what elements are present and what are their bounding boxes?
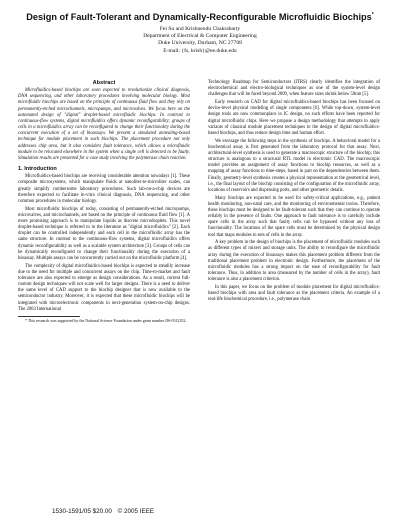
affiliation: Department of Electrical & Computer Engineering	[143, 33, 257, 40]
issn-price: 1530-1591/05 $20.00	[52, 508, 112, 515]
page-footer	[18, 508, 382, 515]
body-paragraph: In this paper, we focus on the problem of module placement for digital microfluidics-based biochips with area and fault tolerance as the placement criteria. An example of a real-life biochemical procedure, i.e., polymerase chain	[208, 284, 380, 303]
location: Duke University, Durham, NC 27708	[158, 40, 242, 47]
paper-title	[18, 10, 382, 23]
body-paragraph: Many biochips are expected to be used for safety-critical applications, e.g., patient health monitoring, non-natal care, and the monitoring of environmental toxins. Therefore, these biochips must be designed to be fault-tolerant such that they can continue to operate reliably in the presence of faults. One approach to fault tolerance is to carefully include spare cells in the array such that faulty cells can be bypassed without any loss of functionality. The locations of the spare cells must be determined by the physical design tool that maps modules to sets of cells in the array.	[208, 195, 380, 238]
abstract-heading: Abstract	[92, 80, 116, 86]
intro-paragraph: Most microfluidic biochips of today, consisting of permanently-etched micropumps, microvalves, and microchannels, are based on the principle of continuous fluid flow [1]. A more promising approach is to manipulate liquids as discrete microdroplets. This novel droplet-based technique is referred to in the literature as "digital microfluidics" [2]. Each droplet can be controlled independently and each cell in the microfluidic array has the same structure. In contrast to the continuous-flow systems, digital microfluidics offers dynamic reconfigurability as well as a scalable system architecture [3]. Groups of cells can be dynamically reconfigured to change their functionality during the execution of a bioassay. Multiple assays can be concurrently carried out on the microfluidic platform [4].	[18, 206, 190, 261]
authors: Fei Su and Krishnendu Chakrabarty	[159, 26, 241, 33]
copyright: © 2005 IEEE	[117, 508, 155, 515]
abstract-text: Microfluidics-based biochips are soon expected to revolutionize clinical diagnosis, DNA sequencing, and other laboratory procedures involving molecular biology. Most microfluidic biochips are based on the principle of continuous fluid flow and they rely on permanently-etched microchannels, micropumps, and microvalves. We focus here on the automated design of "digital" droplet-based microfluidic biochips. In contrast to continuous-flow systems, digital microfluidics offers dynamic reconfigurability; groups of cells in a microfluidics array can be reconfigured to change their functionality during the concurrent execution of a set of bioassays. We present a simulated annealing-based technique for module placement in such biochips. The placement procedure not only addresses chip area, but it also considers fault tolerance, which allows a microfluidic module to be relocated elsewhere in the system when a single cell is detected to be faulty. Simulation results are presented for a case study involving the polymerase chain reaction.	[18, 88, 190, 161]
intro-heading: 1. Introduction	[18, 166, 57, 173]
title-footnote-mark: *	[371, 12, 374, 18]
paper-page	[18, 8, 382, 515]
body-paragraph: A key problem in the design of biochips is the placement of microfluidic modules such as different types of mixers and storage units. The ability to reconfigure the microfluidic array during the execution of bioassays makes this placement problem different from the traditional placement problem in electronic design. Furthermore, the placement of the microfluidic modules has a strong impact on the ease of reconfigurability for fault tolerance. Thus, in addition to area (measured by the number of cells in the array), fault tolerance is also a placement criterion.	[208, 240, 380, 283]
footnote: * This research was supported by the National Science Foundation under grant number IIS-0312352.	[25, 317, 187, 323]
right-column	[208, 80, 380, 305]
body-paragraph: Technology Roadmap for Semiconductors (ITRS) clearly identifies the integration of electrochemical and electro-biological techniques as one of the system-level design challenges that will be faced beyond 2009, when feature sizes shrink below 50nm [5].	[208, 80, 380, 98]
intro-paragraph: Microfluidics-based biochips are receiving considerable attention nowadays [1]. These composite microsystems, which manipulate fluids at nanoliter-to-microliter scales, can greatly simplify cumbersome laboratory procedures. Such lab-on-a-chip devices are therefore expected to facilitate in-vitro clinical diagnosis, DNA sequencing, and other common procedures in molecular biology.	[18, 174, 190, 204]
footnote-rule	[18, 316, 80, 317]
body-paragraph: We envisage the following steps in the synthesis of biochips. A behavioral model for a biochemical assay is first generated from the laboratory protocol for that assay. Next, architectural-level synthesis is used to generate a macroscopic structure of the biochip; this structure is analogous to a structural RTL model in electronic CAD. The macroscopic model provides an assignment of assay functions to biochip resources, as well as a mapping of assay functions to time-steps, based in part on the dependencies between them. Finally, geometry-level synthesis creates a physical representation at the geometrical level, i.e., the final layout of the biochip consisting of the configuration of the microfluidic array, locations of reservoirs and dispensing ports, and other geometric details.	[208, 138, 380, 193]
intro-paragraph: The complexity of digital microfluidics-based biochips is expected to steadily increase due to the need for multiple and concurrent assays on the chip. Time-to-market and fault tolerance are also expected to emerge as design considerations. As a result, current full-custom design techniques will not scale well for larger designs. There is a need to deliver the same level of CAD support to the biochip designer that is now available to the semiconductor industry. Moreover, it is expected that these microfluidic biochips will be integrated with microelectronic components in next-generation system-on-chip designs. The 2003 International	[18, 263, 190, 312]
email: E-mail: {fs, krish}@ee.duke.edu	[163, 47, 237, 54]
body-paragraph: Early research on CAD for digital microfluidics-based biochips has been focused on device-level physical modeling of single components [6]. While top-down, system-level design tools are now commonplace in IC design, no such efforts have been reported for digital microfluidic chips. Here we propose a design methodology that attempts to apply variants of classical module placement techniques to the design of digital microfluidics-based biochips, and thus reduce design time and human effort.	[208, 100, 380, 136]
title-text: Design of Fault-Tolerant and Dynamically-Reconfigurable Microfluidic Biochips	[26, 12, 372, 23]
left-column	[18, 80, 190, 324]
